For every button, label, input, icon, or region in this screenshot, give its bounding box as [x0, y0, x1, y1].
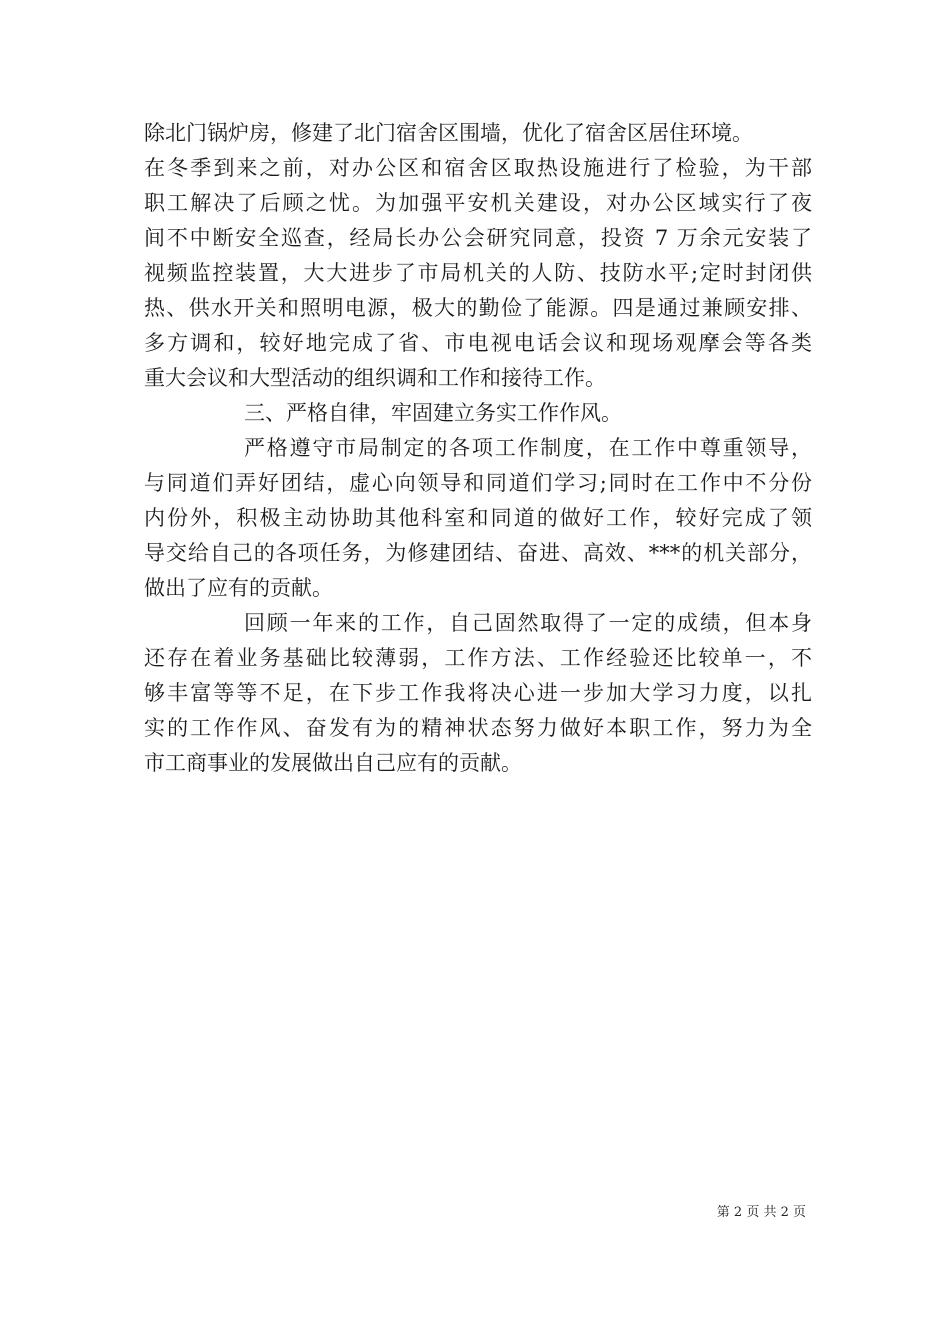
text-line: 职工解决了后顾之忧。为加强平安机关建设，对办公区域实行了夜 [144, 191, 812, 215]
text-line: 够丰富等等不足，在下步工作我将决心进一步加大学习力度，以扎 [144, 681, 812, 705]
text-line: 在冬季到来之前，对办公区和宿舍区取热设施进行了检验，为干部 [144, 156, 812, 180]
text-line: 除北门锅炉房，修建了北门宿舍区围墙，优化了宿舍区居住环境。 [144, 121, 753, 145]
section-heading: 三、严格自律，牢固建立务实工作作风。 [244, 401, 622, 425]
text-line: 内份外，积极主动协助其他科室和同道的做好工作，较好完成了领 [144, 506, 812, 530]
text-line: 与同道们弄好团结，虚心向领导和同道们学习;同时在工作中不分份 [144, 471, 812, 495]
page-number-footer: 第 2 页 共 2 页 [716, 1205, 806, 1220]
text-line: 热、供水开关和照明电源，极大的勤俭了能源。四是通过兼顾安排、 [144, 296, 812, 320]
text-line: 严格遵守市局制定的各项工作制度，在工作中尊重领导， [244, 436, 812, 460]
text-line: 视频监控装置，大大进步了市局机关的人防、技防水平;定时封闭供 [144, 261, 812, 285]
text-line: 实的工作作风、奋发有为的精神状态努力做好本职工作，努力为全 [144, 716, 812, 740]
text-line: 回顾一年来的工作，自己固然取得了一定的成绩，但本身 [244, 611, 812, 635]
text-line: 做出了应有的贡献。 [144, 576, 333, 600]
document-body [144, 116, 812, 781]
text-line: 间不中断安全巡查，经局长办公会研究同意，投资 7 万余元安装了 [144, 226, 812, 250]
text-line: 多方调和，较好地完成了省、市电视电话会议和现场观摩会等各类 [144, 331, 812, 355]
text-line: 重大会议和大型活动的组织调和工作和接待工作。 [144, 366, 606, 390]
text-line: 导交给自己的各项任务，为修建团结、奋进、高效、***的机关部分， [144, 541, 812, 565]
text-line: 市工商事业的发展做出自己应有的贡献。 [144, 751, 522, 775]
text-line: 还存在着业务基础比较薄弱，工作方法、工作经验还比较单一，不 [144, 646, 812, 670]
